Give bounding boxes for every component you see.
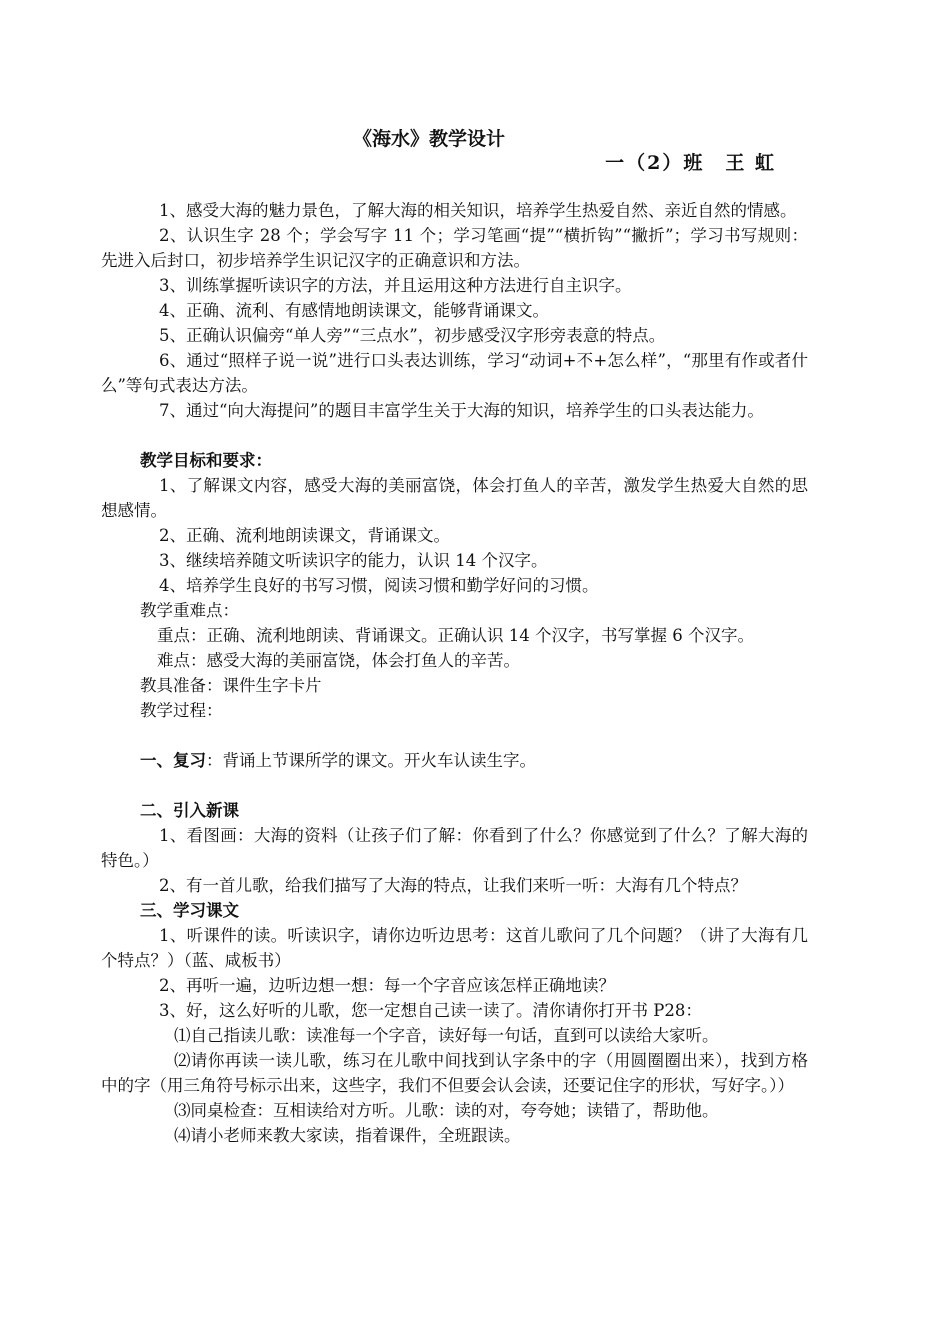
spacer (101, 423, 808, 448)
objective-item: 2、认识生字 28 个；学会写字 11 个；学习笔画“提”“横折钩”“撇折”；学习书写规则：先进入后封口，初步培养学生识记汉字的正确意识和方法。 (101, 226, 808, 270)
objective-item: 5、正确认识偏旁“单人旁”“三点水”，初步感受汉字形旁表意的特点。 (159, 326, 666, 345)
key-difficult-heading: 教学重难点： (140, 601, 239, 620)
goal-item: 3、继续培养随文听读识字的能力，认识 14 个汉字。 (159, 551, 548, 570)
intro-item: 1、看图画：大海的资料（让孩子们了解：你看到了什么？你感觉到了什么？了解大海的特色。） (101, 826, 808, 870)
goal-item: 1、了解课文内容，感受大海的美丽富饶，体会打鱼人的辛苦，激发学生热爱大自然的思想感情。 (101, 476, 808, 520)
goals-heading: 教学目标和要求： (140, 451, 272, 470)
author-byline: 一（2）班 王 虹 (605, 152, 776, 174)
objective-item: 3、训练掌握听读识字的方法，并且运用这种方法进行自主识字。 (159, 276, 632, 295)
goal-item: 2、正确、流利地朗读课文，背诵课文。 (159, 526, 450, 545)
objective-item: 6、通过“照样子说一说”进行口头表达训练，学习“动词+不+怎么样”，“那里有作或者什么”等句式表达方法。 (101, 351, 808, 395)
study-item: 3、好，这么好听的儿歌，您一定想自己读一读了。清你请你打开书 P28： (159, 1001, 702, 1020)
intro-item: 2、有一首儿歌，给我们描写了大海的特点，让我们来听一听：大海有几个特点？ (159, 876, 747, 895)
key-point: 重点：正确、流利地朗读、背诵课文。正确认识 14 个汉字，书写掌握 6 个汉字。 (157, 626, 754, 645)
spacer (101, 723, 808, 748)
objective-item: 4、正确、流利、有感情地朗读课文，能够背诵课文。 (159, 301, 549, 320)
study-sub-item: ⑶同桌检查：互相读给对方听。儿歌：读的对，夸夸她；读错了，帮助他。 (174, 1101, 719, 1120)
difficult-point: 难点：感受大海的美丽富饶，体会打鱼人的辛苦。 (157, 651, 520, 670)
materials-line: 教具准备：课件生字卡片 (140, 676, 322, 695)
spacer (101, 773, 808, 798)
objective-item: 7、通过“向大海提问”的题目丰富学生关于大海的知识，培养学生的口头表达能力。 (159, 401, 764, 420)
study-sub-item: ⑷请小老师来教大家读，指着课件，全班跟读。 (174, 1126, 521, 1145)
intro-heading: 二、引入新课 (140, 801, 239, 820)
study-sub-item: ⑴自己指读儿歌：读准每一个字音，读好每一句话，直到可以读给大家听。 (174, 1026, 719, 1045)
study-heading: 三、学习课文 (140, 901, 239, 920)
study-item: 2、再听一遍，边听边想一想：每一个字音应该怎样正确地读？ (159, 976, 615, 995)
study-item: 1、听课件的读。听读识字，请你边听边思考：这首儿歌问了几个问题？（讲了大海有几个特点？）（蓝、咸板书） (101, 926, 808, 970)
document-body (101, 198, 808, 1148)
review-line (101, 748, 808, 773)
review-label: 一、复习 (140, 751, 206, 770)
goal-item: 4、培养学生良好的书写习惯，阅读习惯和勤学好问的习惯。 (159, 576, 599, 595)
document-title: 《海水》教学设计 (352, 128, 505, 150)
study-sub-item: ⑵请你再读一读儿歌，练习在儿歌中间找到认字条中的字（用圆圈圈出来），找到方格中的字（用三角符号标示出来，这些字，我们不但要会认会读，还要记住字的形状，写好字。）） (101, 1051, 808, 1095)
review-text: ：背诵上节课所学的课文。开火车认读生字。 (206, 751, 536, 770)
process-heading: 教学过程： (140, 701, 223, 720)
objective-item: 1、感受大海的魅力景色，了解大海的相关知识，培养学生热爱自然、亲近自然的情感。 (159, 201, 797, 220)
